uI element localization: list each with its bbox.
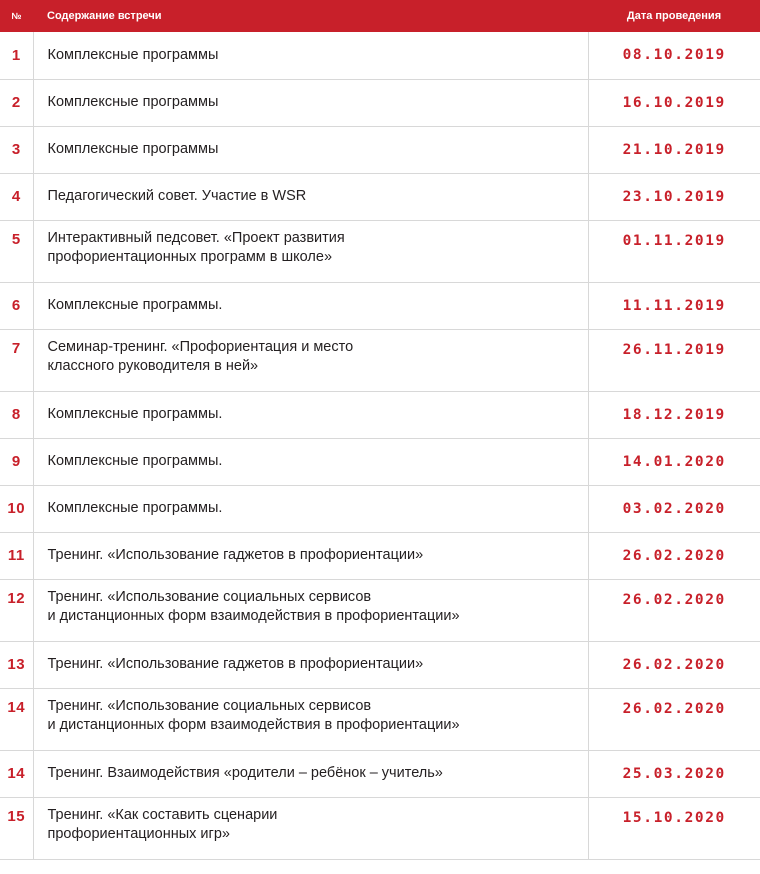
column-header-content: Содержание встречи <box>33 0 588 32</box>
row-number: 9 <box>0 438 33 485</box>
row-date: 21.10.2019 <box>588 126 760 173</box>
row-date: 26.02.2020 <box>588 532 760 579</box>
row-content-line-1: Тренинг. Взаимодействия «родители – ребёнок – учитель» <box>47 764 443 781</box>
row-content-line-1: Семинар-тренинг. «Профориентация и место <box>47 338 354 355</box>
row-content-line-2: профориентационных игр» <box>47 825 230 842</box>
table-body <box>0 32 760 859</box>
row-content <box>33 532 588 579</box>
row-content <box>33 750 588 797</box>
row-number: 14 <box>0 688 33 750</box>
row-content <box>33 329 588 391</box>
table-row <box>0 32 760 79</box>
row-content-line-1: Комплексные программы <box>47 46 219 63</box>
row-content-line-2: классного руководителя в ней» <box>47 357 259 374</box>
row-number: 7 <box>0 329 33 391</box>
row-content <box>33 688 588 750</box>
table-row <box>0 282 760 329</box>
row-content <box>33 32 588 79</box>
row-content-line-1: Комплексные программы. <box>47 405 223 422</box>
row-date: 26.02.2020 <box>588 579 760 641</box>
table-row <box>0 79 760 126</box>
row-content-line-1: Тренинг. «Использование социальных сервисов <box>47 588 372 605</box>
row-date: 23.10.2019 <box>588 173 760 220</box>
row-date: 16.10.2019 <box>588 79 760 126</box>
row-date: 18.12.2019 <box>588 391 760 438</box>
row-content-line-1: Комплексные программы <box>47 93 219 110</box>
row-number: 2 <box>0 79 33 126</box>
row-content-line-1: Тренинг. «Использование гаджетов в профориентации» <box>47 655 424 672</box>
row-content-line-1: Комплексные программы. <box>47 452 223 469</box>
row-date: 14.01.2020 <box>588 438 760 485</box>
table-row <box>0 750 760 797</box>
table-row <box>0 532 760 579</box>
row-number: 12 <box>0 579 33 641</box>
row-number: 4 <box>0 173 33 220</box>
row-content <box>33 220 588 282</box>
table-row <box>0 641 760 688</box>
row-content-line-2: профориентационных программ в школе» <box>47 248 333 265</box>
row-content <box>33 391 588 438</box>
row-content-line-1: Комплексные программы. <box>47 499 223 516</box>
row-number: 13 <box>0 641 33 688</box>
row-content <box>33 438 588 485</box>
row-content <box>33 126 588 173</box>
row-content-line-2: и дистанционных форм взаимодействия в профориентации» <box>47 716 460 733</box>
table-row <box>0 173 760 220</box>
table-row <box>0 579 760 641</box>
row-number: 6 <box>0 282 33 329</box>
row-date: 08.10.2019 <box>588 32 760 79</box>
row-date: 03.02.2020 <box>588 485 760 532</box>
table-row <box>0 391 760 438</box>
row-content <box>33 797 588 859</box>
row-content-line-1: Тренинг. «Использование гаджетов в профориентации» <box>47 546 424 563</box>
table-row <box>0 329 760 391</box>
column-header-date: Дата проведения <box>588 0 760 32</box>
column-header-number: № <box>0 0 33 32</box>
row-number: 11 <box>0 532 33 579</box>
row-content-line-1: Тренинг. «Как составить сценарии <box>47 806 278 823</box>
row-number: 14 <box>0 750 33 797</box>
row-date: 25.03.2020 <box>588 750 760 797</box>
row-date: 26.02.2020 <box>588 641 760 688</box>
row-content-line-1: Педагогический совет. Участие в WSR <box>47 187 307 204</box>
row-content <box>33 79 588 126</box>
row-date: 15.10.2020 <box>588 797 760 859</box>
row-number: 15 <box>0 797 33 859</box>
row-number: 1 <box>0 32 33 79</box>
row-content <box>33 485 588 532</box>
table-header <box>0 0 760 32</box>
row-number: 5 <box>0 220 33 282</box>
table-row <box>0 688 760 750</box>
row-content-line-1: Интерактивный педсовет. «Проект развития <box>47 229 345 246</box>
table-row <box>0 797 760 859</box>
row-date: 26.02.2020 <box>588 688 760 750</box>
table-row <box>0 220 760 282</box>
row-content <box>33 282 588 329</box>
row-content <box>33 641 588 688</box>
row-content-line-1: Комплексные программы <box>47 140 219 157</box>
table-row <box>0 485 760 532</box>
row-date: 01.11.2019 <box>588 220 760 282</box>
row-content <box>33 173 588 220</box>
row-content-line-2: и дистанционных форм взаимодействия в профориентации» <box>47 607 460 624</box>
table-row <box>0 126 760 173</box>
row-number: 10 <box>0 485 33 532</box>
row-date: 26.11.2019 <box>588 329 760 391</box>
row-content-line-1: Комплексные программы. <box>47 296 223 313</box>
row-content <box>33 579 588 641</box>
row-number: 3 <box>0 126 33 173</box>
row-number: 8 <box>0 391 33 438</box>
row-content-line-1: Тренинг. «Использование социальных сервисов <box>47 697 372 714</box>
table-header-row <box>0 0 760 32</box>
row-date: 11.11.2019 <box>588 282 760 329</box>
table-row <box>0 438 760 485</box>
